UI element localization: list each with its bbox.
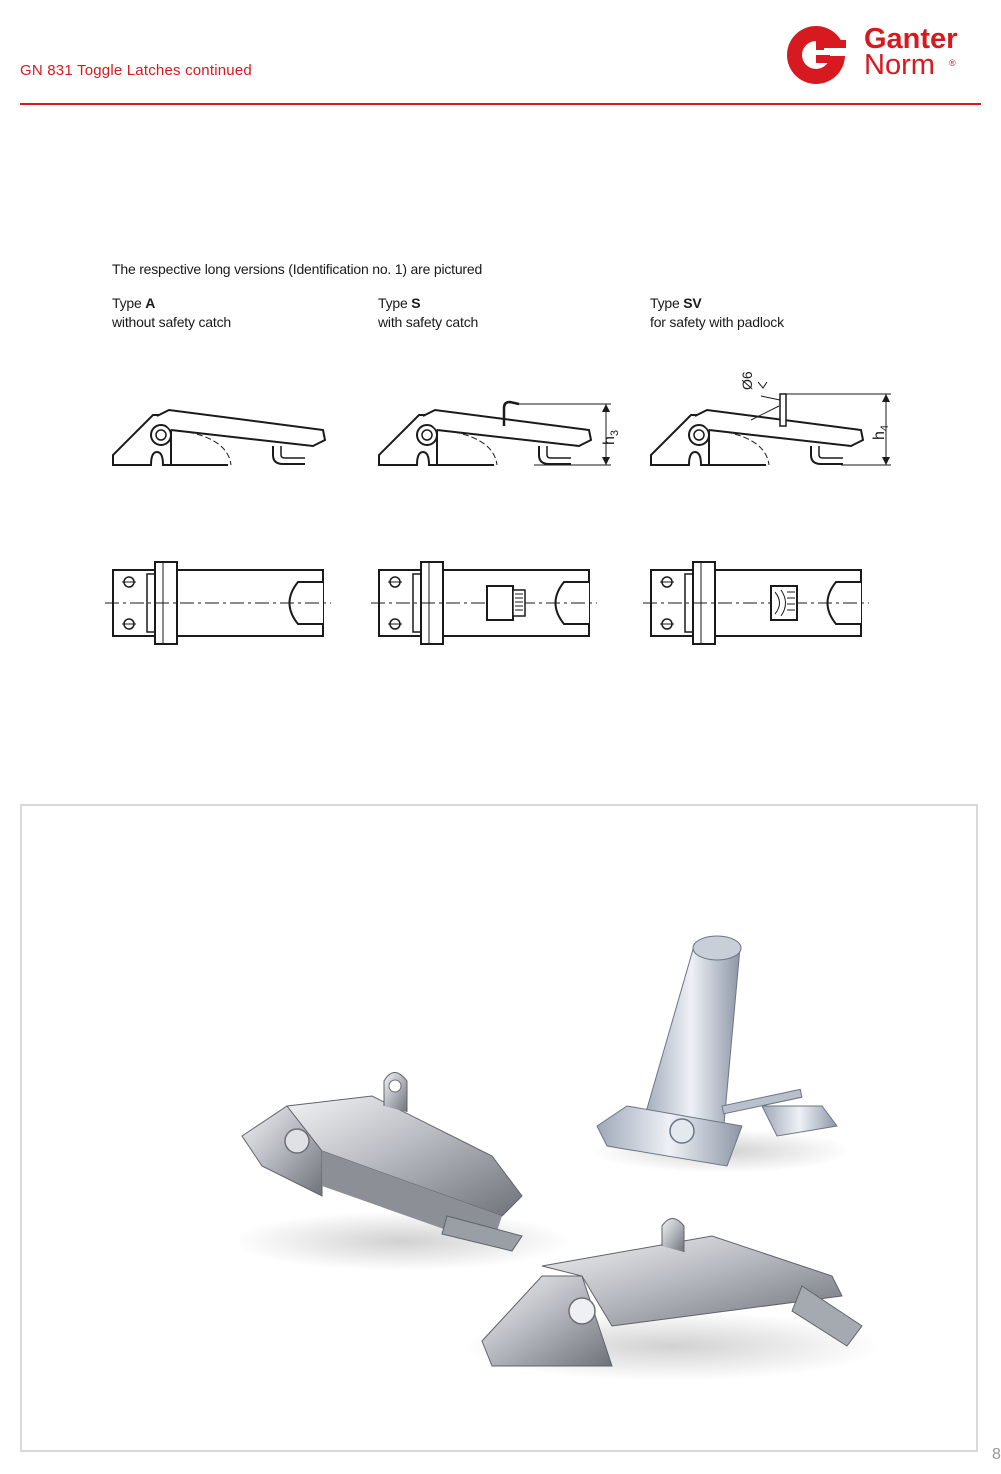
h4-subscript: 4 xyxy=(879,424,891,432)
technical-drawings xyxy=(0,360,1000,660)
intro-text: The respective long versions (Identification no. 1) are pictured xyxy=(112,261,483,277)
type-prefix: Type xyxy=(378,295,412,311)
toggle-latch-photo xyxy=(22,806,976,1450)
type-s-label xyxy=(378,294,478,332)
ganter-g-icon xyxy=(784,24,848,86)
ganter-norm-logo xyxy=(784,24,984,86)
logo-brand-line2: Norm xyxy=(864,49,935,81)
dimension-h4-label xyxy=(871,425,891,440)
page-title: GN 831 Toggle Latches continued xyxy=(20,62,252,79)
type-s-side-view xyxy=(379,402,611,465)
type-sv-side-view xyxy=(651,382,891,465)
type-code: SV xyxy=(683,295,702,311)
type-code: A xyxy=(145,295,156,311)
type-prefix: Type xyxy=(650,295,684,311)
dimension-h3-label xyxy=(601,430,621,445)
logo-brand-line1: Ganter xyxy=(864,23,958,55)
h4-letter: h xyxy=(871,431,888,440)
zinc-latch-back xyxy=(597,936,837,1166)
product-photo xyxy=(20,804,978,1452)
registered-mark: ® xyxy=(949,58,956,68)
type-a-side-view xyxy=(113,410,325,465)
type-description: without safety catch xyxy=(112,314,231,330)
type-a-top-view xyxy=(105,562,331,644)
type-description: with safety catch xyxy=(378,314,479,330)
type-prefix: Type xyxy=(112,295,146,311)
type-s-top-view xyxy=(371,562,597,644)
type-a-label xyxy=(112,294,231,332)
type-sv-label xyxy=(650,294,784,332)
h3-subscript: 3 xyxy=(609,429,621,437)
header-rule xyxy=(20,103,981,105)
page-number-fragment: 8 xyxy=(992,1446,1001,1463)
type-description: for safety with padlock xyxy=(650,314,784,330)
h3-letter: h xyxy=(601,436,618,445)
type-code: S xyxy=(411,295,421,311)
dimension-diameter-label: Ø6 xyxy=(739,371,755,390)
type-sv-top-view xyxy=(643,562,869,644)
